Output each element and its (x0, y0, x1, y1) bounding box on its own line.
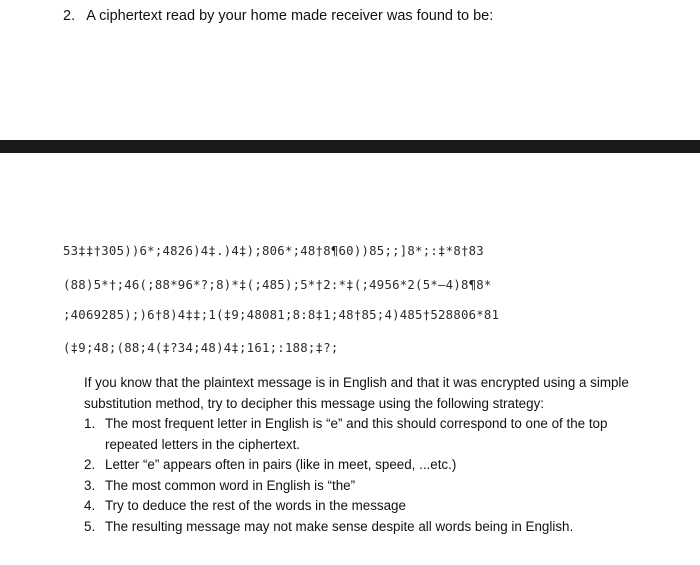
strategy-step (84, 517, 644, 538)
ciphertext-line-2: (88)5*†;46(;88*96*?;8)*‡(;485);5*†2:*‡(;4956*2(5*—4)8¶8* (63, 278, 492, 292)
instructions-block (84, 373, 644, 537)
step-number: 5. (84, 518, 96, 534)
strategy-list (84, 414, 644, 537)
step-text: Letter “e” appears often in pairs (like in meet, speed, ...etc.) (105, 457, 457, 472)
strategy-step (84, 414, 644, 455)
step-number: 1. (84, 416, 96, 431)
step-text: Try to deduce the rest of the words in the message (105, 498, 406, 513)
question-heading (63, 8, 493, 24)
step-number: 3. (84, 477, 96, 493)
step-text: The most common word in English is “the” (105, 477, 356, 493)
question-text: A ciphertext read by your home made receiver was found to be: (86, 8, 494, 24)
ciphertext-line-3: ;4069285);)6†8)4‡‡;1(‡9;48081;8:8‡1;48†85;4)485†528806*81 (63, 308, 500, 322)
section-divider-bar (0, 140, 700, 153)
strategy-step (84, 496, 644, 517)
step-text: The resulting message may not make sense despite all words being in English. (105, 518, 574, 534)
strategy-step (84, 476, 644, 497)
question-number: 2. (63, 8, 76, 24)
step-number: 4. (84, 498, 96, 513)
ciphertext-line-1: 53‡‡†305))6*;4826)4‡.)4‡);806*;48†8¶60))85;;]8*;:‡*8†83 (63, 244, 484, 258)
step-text: The most frequent letter in English is “e” and this should correspond to one of the top repeated letters in the ciphertext. (105, 416, 608, 452)
ciphertext-line-4: (‡9;48;(88;4(‡?34;48)4‡;161;:188;‡?; (63, 341, 339, 355)
instructions-intro: If you know that the plaintext message is in English and that it was encrypted using a simple substitution method, try to decipher this message using the following strategy: (84, 375, 629, 411)
strategy-step (84, 455, 644, 476)
step-number: 2. (84, 457, 96, 472)
